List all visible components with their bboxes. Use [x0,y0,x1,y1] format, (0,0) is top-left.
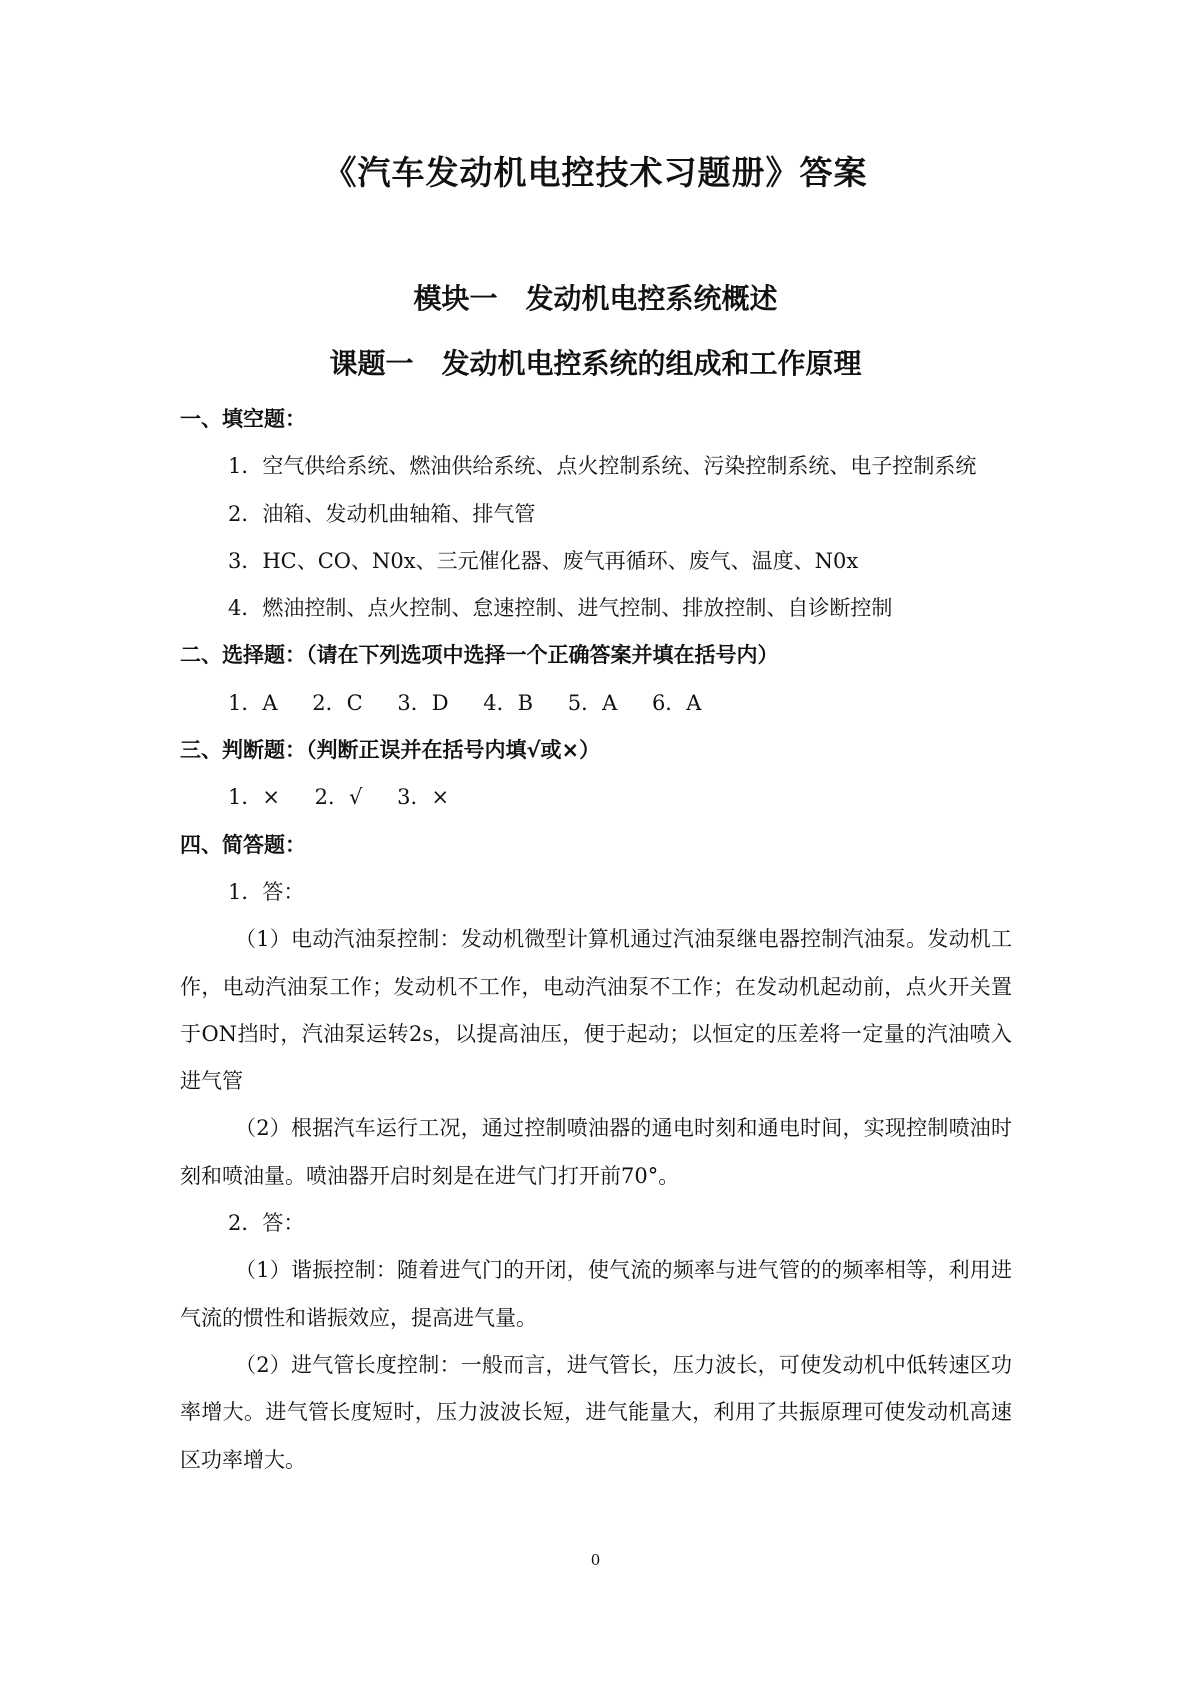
choice-heading: 二、选择题：（请在下列选项中选择一个正确答案并填在括号内） [180,643,779,668]
judge-answer: 3．× [397,785,450,810]
short-answer-q2-paragraph-2: （2）进气管长度控制：一般而言，进气管长，压力波长，可使发动机中低转速区功率增大。进气管长度短时，压力波波长短，进气能量大，利用了共振原理可使发动机高速区功率增大。 [180,1352,1012,1472]
short-answer-q1-paragraph-1: （1）电动汽油泵控制：发动机微型计算机通过汽油泵继电器控制汽油泵。发动机工作，电动汽油泵工作；发动机不工作，电动汽油泵不工作；在发动机起动前，点火开关置于ON挡时，汽油泵运转2s，以提高油压，便于起动；以恒定的压差将一定量的汽油喷入进气管 [180,927,1012,1094]
short-answer-q2-paragraph-1: （1）谐振控制：随着进气门的开闭，使气流的频率与进气管的的频率相等，利用进气流的惯性和谐振效应，提高进气量。 [180,1258,1012,1330]
fill-blank-answer-4: 4．燃油控制、点火控制、怠速控制、进气控制、排放控制、自诊断控制 [228,596,893,621]
page-number: 0 [590,1551,601,1569]
judge-answer: 1．× [228,785,280,810]
answer-content [180,396,1012,1484]
choice-answer: 6．A [651,690,702,715]
short-answer-q1-label: 1．答： [228,879,305,904]
document-title: 《汽车发动机电控技术习题册》答案 [323,153,868,192]
judge-heading: 三、判断题：（判断正误并在括号内填√或×） [180,738,601,763]
short-answer-heading: 四、简答题： [180,832,306,857]
fill-blank-answer-3: 3．HC、CO、N0x、三元催化器、废气再循环、废气、温度、N0x [228,548,859,573]
choice-answer: 5．A [567,690,618,715]
short-answer-q1-paragraph-2: （2）根据汽车运行工况，通过控制喷油器的通电时刻和通电时间，实现控制喷油时刻和喷油量。喷油器开启时刻是在进气门打开前70°。 [180,1116,1012,1188]
fill-blank-answer-2: 2．油箱、发动机曲轴箱、排气管 [228,501,536,526]
judge-answers [180,774,1012,821]
lesson-title: 课题一 发动机电控系统的组成和工作原理 [329,347,862,380]
module-title: 模块一 发动机电控系统概述 [413,282,778,315]
choice-answer: 4．B [483,690,534,715]
short-answer-q2-label: 2．答： [228,1211,305,1236]
choice-answers [180,680,1012,727]
choice-answer: 3．D [397,690,449,715]
fill-blank-heading: 一、填空题： [180,407,306,431]
choice-answer: 1．A [228,690,278,715]
judge-answer: 2．√ [314,785,363,810]
choice-answer: 2．C [312,690,363,715]
fill-blank-answer-1: 1．空气供给系统、燃油供给系统、点火控制系统、污染控制系统、电子控制系统 [228,454,977,479]
